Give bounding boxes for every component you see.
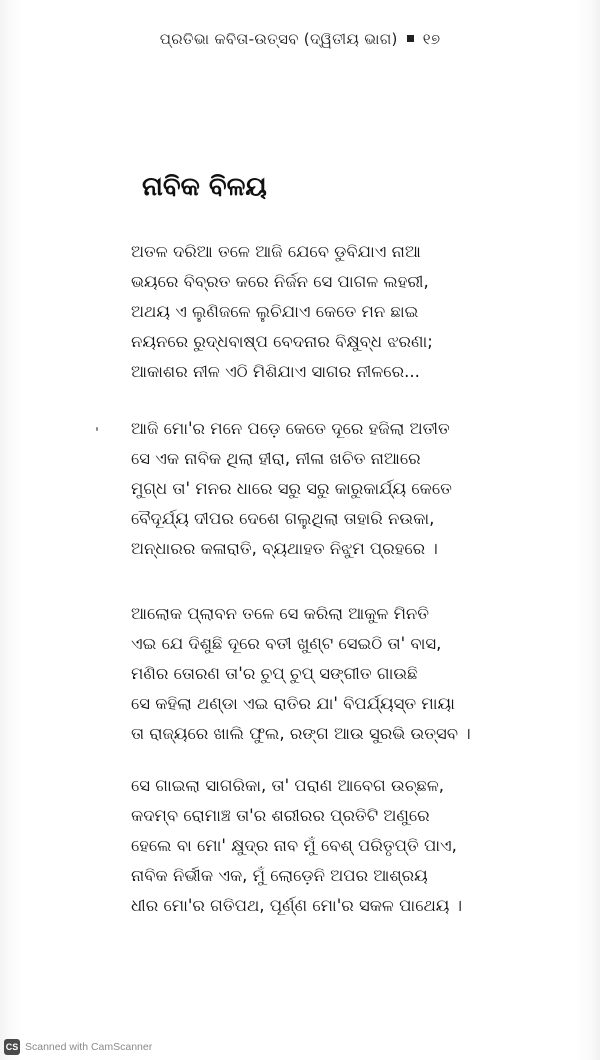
verse-line: ନାବିକ ନିର୍ଭୀକ ଏକ, ମୁଁ ଲୋଡ଼େନି ଅପର ଆଶ୍ରୟ [131,866,428,885]
stanza-1 [131,237,551,387]
verse-line: ସେ ଏକ ନାବିକ ଥିଲା ହୀରା, ନୀଳା ଖଚିତ ନାଆରେ [131,449,421,468]
verse-line: କଦମ୍ବ ରୋମାଞ୍ଚ ତା'ର ଶରୀରର ପ୍ରତିଟି ଅଣୁରେ [131,806,430,825]
verse-line: ସେ ଗାଇଲା ସାଗରିକା, ତା' ପରାଣ ଆବେଗ ଉଚ୍ଛଳ, [131,776,445,795]
running-header [0,30,600,48]
stanza-2 [131,414,551,564]
verse-line: ଆଲୋକ ପ୍ଲାବନ ତଳେ ସେ କରିଲା ଆକୁଳ ମିନତି [131,604,430,623]
verse-line: ଅତଳ ଦରିଆ ତଳେ ଆଜି ଯେବେ ଡୁବିଯାଏ ନାଆ [131,242,421,261]
page-number: ୧୭ [422,30,441,48]
scanner-watermark [4,1039,152,1055]
verse-line: ଭୟରେ ବିବ୍ରତ କରେ ନିର୍ଜନ ସେ ପାଗଳ ଲହରୀ, [131,272,429,291]
separator-square-icon [407,35,414,42]
verse-line: ଅଥୟ ଏ ଲୁଣିଜଳେ ଲୁଚିଯାଏ କେତେ ମନ ଛାଇ [131,302,419,321]
watermark-text: Scanned with CamScanner [25,1041,153,1053]
verse-line: ଧୀର ମୋ'ର ଗତିପଥ, ପୂର୍ଣ୍ଣ ମୋ'ର ସକଳ ପାଥେୟ । [131,896,463,915]
scan-speck [96,427,98,431]
verse-line: ସେ କହିଲା ଥଣ୍ଡା ଏଇ ରାତିର ଯା' ବିପର୍ଯ୍ୟସ୍ତ ମାୟା [131,694,455,713]
camscanner-logo-icon: CS [4,1039,20,1055]
verse-line: ଆକାଶର ନୀଳ ଏଠି ମିଶିଯାଏ ସାଗର ନୀଳରେ... [131,362,420,381]
verse-line: ହେଲେ ବା ମୋ' କ୍ଷୁଦ୍ର ନାବ ମୁଁ ବେଶ୍ ପରିତୃପ୍ତି ପାଏ, [131,836,457,855]
verse-line: ଏଇ ଯେ ଦିଶୁଛି ଦୂରେ ବତୀ ଖୁଣ୍ଟ ସେଇଠି ତା' ବାସ, [131,634,442,653]
verse-line: ମୁଗ୍ଧ ତା' ମନର ଧାରେ ସରୁ ସରୁ କାରୁକାର୍ଯ୍ୟ କେତେ [131,479,452,498]
verse-line: ଅନ୍ଧାରର କଳାରାତି, ବ୍ୟଥାହତ ନିଝୁମ ପ୍ରହରେ । [131,539,438,558]
poem-title: ନାବିକ ବିଳୟ [142,172,267,202]
verse-line: ଆଜି ମୋ'ର ମନେ ପଡ଼େ କେତେ ଦୂରେ ହଜିଲା ଅତୀତ [131,419,450,438]
verse-line: ନୟନରେ ରୁଦ୍ଧବାଷ୍ପ ବେଦନାର ବିକ୍ଷୁବ୍ଧ ଝରଣା; [131,332,433,351]
verse-line: ତା ରାଜ୍ୟରେ ଖାଲି ଫୁଲ, ରଙ୍ଗ ଆଉ ସୁରଭି ଉତ୍ସବ । [131,724,471,743]
book-title: ପ୍ରତିଭା କବିତା-ଉତ୍ସବ (ଦ୍ୱିତୀୟ ଭାଗ) [159,30,398,48]
verse-line: ବୈଦୂର୍ଯ୍ୟ ଦୀପର ଦେଶେ ଗଲୁଥିଲା ତାହାରି ନଉକା, [131,509,435,528]
stanza-3 [131,599,551,749]
verse-line: ମଣିର ତୋରଣ ତା'ର ଚୁପ୍ ଚୁପ୍ ସଙ୍ଗୀତ ଗାଉଛି [131,664,418,683]
stanza-4 [131,771,551,921]
